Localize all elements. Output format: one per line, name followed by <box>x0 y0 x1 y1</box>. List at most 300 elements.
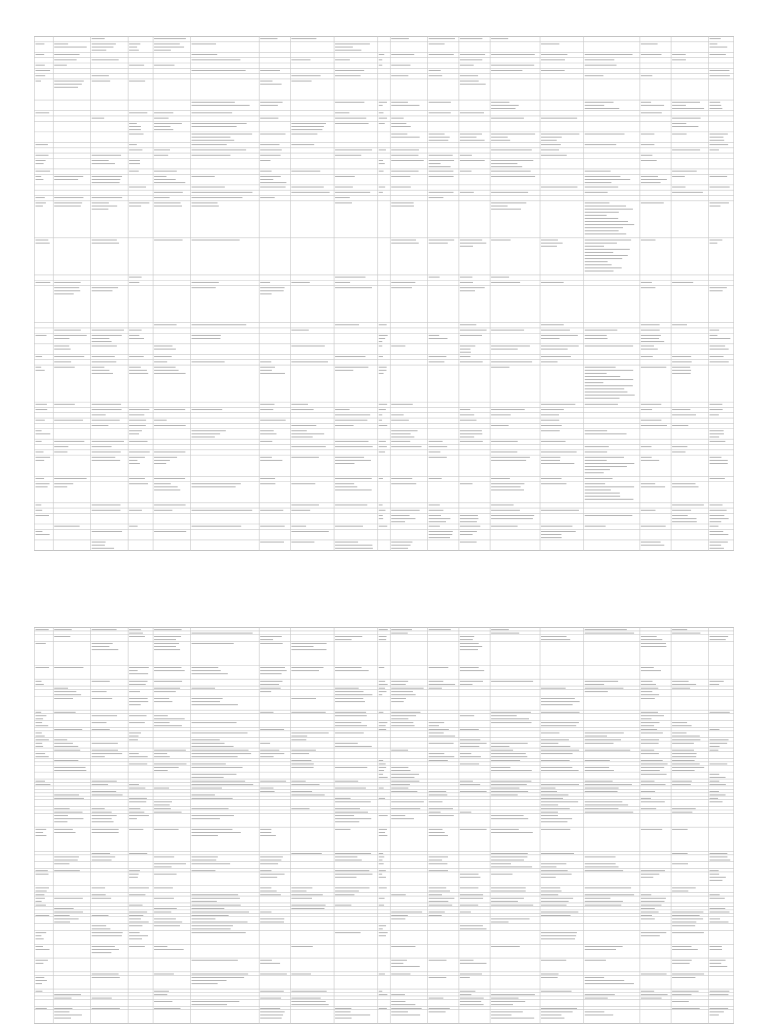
cell-text-smudge <box>672 629 687 630</box>
cell-text-smudge <box>672 681 689 682</box>
cell-text-smudge <box>154 478 185 479</box>
cell-text-smudge <box>641 102 651 103</box>
cell-text-smudge <box>379 446 387 447</box>
cell-text-smudge <box>541 977 558 978</box>
cell-text-smudge <box>129 753 139 754</box>
cell-text-smudge <box>391 155 418 156</box>
cell-text-smudge <box>335 821 359 822</box>
cell-text-smudge <box>92 998 112 999</box>
cell-text-smudge <box>129 526 138 527</box>
cell-text-smudge <box>36 784 51 785</box>
cell-text-smudge <box>129 144 137 145</box>
cell-text-smudge <box>460 791 487 792</box>
cell-text-smudge <box>672 915 700 916</box>
cell-text-smudge <box>129 698 148 699</box>
cell-text-smudge <box>54 918 78 919</box>
cell-text-smudge <box>92 887 105 888</box>
cell-text-smudge <box>154 670 185 671</box>
cell-text-smudge <box>291 192 329 193</box>
cell-text-smudge <box>291 791 312 792</box>
cell-text-smudge <box>710 202 729 203</box>
cell-text-smudge <box>641 636 657 637</box>
cell-text-smudge <box>391 688 423 689</box>
cell-text-smudge <box>429 667 449 668</box>
cell-text-smudge <box>154 908 177 909</box>
cell-text-smudge <box>541 149 559 150</box>
cell-text-smudge <box>36 505 42 506</box>
cell-text-smudge <box>429 102 451 103</box>
cell-text-smudge <box>672 781 692 782</box>
cell-text-smudge <box>710 346 726 347</box>
cell-text-smudge <box>54 746 78 747</box>
cell-text-smudge <box>192 1004 228 1005</box>
cell-text-smudge <box>154 43 180 44</box>
cell-text-smudge <box>260 179 273 180</box>
cell-text-smudge <box>710 877 726 878</box>
cell-text-smudge <box>641 425 667 426</box>
cell-text-smudge <box>92 240 117 241</box>
cell-text-smudge <box>460 518 479 519</box>
cell-text-smudge <box>154 636 181 637</box>
cell-text-smudge <box>260 691 271 692</box>
cell-text-smudge <box>491 367 509 368</box>
cell-text-smudge <box>460 636 474 637</box>
cell-text-smudge <box>260 670 287 671</box>
cell-text-smudge <box>192 932 246 933</box>
cell-text-smudge <box>672 763 700 764</box>
cell-text-smudge <box>491 832 533 833</box>
cell-text-smudge <box>585 227 623 228</box>
cell-text-smudge <box>54 794 79 795</box>
cell-text-smudge <box>641 526 666 527</box>
cell-text-smudge <box>460 515 478 516</box>
cell-text-smudge <box>379 414 383 415</box>
cell-text-smudge <box>585 781 613 782</box>
cell-text-smudge <box>154 722 170 723</box>
cell-text-smudge <box>710 739 729 740</box>
cell-text-smudge <box>260 743 270 744</box>
cell-text-smudge <box>541 901 569 902</box>
cell-text-smudge <box>335 870 369 871</box>
cell-text-smudge <box>335 891 359 892</box>
cell-text-smudge <box>710 187 730 188</box>
cell-text-smudge <box>585 271 614 272</box>
cell-text-smudge <box>92 361 117 362</box>
cell-text-smudge <box>460 414 474 415</box>
cell-text-smudge <box>154 129 173 130</box>
cell-text-smudge <box>36 430 42 431</box>
cell-text-smudge <box>391 691 413 692</box>
cell-text-smudge <box>541 915 571 916</box>
cell-text-smudge <box>291 670 319 671</box>
cell-text-smudge <box>672 102 700 103</box>
cell-text-smudge <box>129 452 150 453</box>
cell-text-smudge <box>491 788 519 789</box>
cell-text-smudge <box>429 753 445 754</box>
cell-text-smudge <box>460 137 477 138</box>
cell-text-smudge <box>541 739 569 740</box>
cell-text-smudge <box>391 698 406 699</box>
cell-text-smudge <box>710 908 726 909</box>
cell-text-smudge <box>260 912 271 913</box>
cell-text-smudge <box>672 373 691 374</box>
cell-text-smudge <box>192 829 233 830</box>
cell-text-smudge <box>491 1015 511 1016</box>
cell-text-smudge <box>54 815 68 816</box>
cell-text-smudge <box>129 704 141 705</box>
cell-text-smudge <box>129 739 138 740</box>
cell-text-smudge <box>36 894 45 895</box>
cell-text-smudge <box>429 112 451 113</box>
cell-text-smudge <box>585 258 623 259</box>
cell-text-smudge <box>541 818 572 819</box>
cell-text-smudge <box>92 753 123 754</box>
cell-text-smudge <box>491 518 533 519</box>
cell-text-smudge <box>192 983 218 984</box>
cell-text-smudge <box>672 767 704 768</box>
cell-text-smudge <box>129 483 148 484</box>
cell-text-smudge <box>291 894 322 895</box>
cell-text-smudge <box>260 441 272 442</box>
cell-text-smudge <box>291 853 321 854</box>
cell-text-smudge <box>710 149 719 150</box>
cell-text-smudge <box>335 812 368 813</box>
cell-text-smudge <box>36 335 47 336</box>
cell-text-smudge <box>36 171 51 172</box>
cell-text-smudge <box>541 404 575 405</box>
cell-text-smudge <box>585 221 628 222</box>
cell-text-smudge <box>92 781 117 782</box>
cell-text-smudge <box>491 874 512 875</box>
cell-text-smudge <box>54 1015 82 1016</box>
cell-text-smudge <box>92 460 121 461</box>
cell-text-smudge <box>154 123 182 124</box>
cell-text-smudge <box>429 887 447 888</box>
cell-text-smudge <box>291 483 315 484</box>
cell-text-smudge <box>541 887 560 888</box>
cell-text-smudge <box>36 160 46 161</box>
cell-text-smudge <box>260 863 278 864</box>
cell-text-smudge <box>391 515 409 516</box>
cell-text-smudge <box>192 960 238 961</box>
cell-text-smudge <box>379 518 383 519</box>
cell-text-smudge <box>36 756 49 757</box>
cell-text-smudge <box>491 149 532 150</box>
cell-text-smudge <box>585 65 617 66</box>
cell-text-smudge <box>585 684 604 685</box>
cell-text-smudge <box>54 629 72 630</box>
cell-text-smudge <box>585 433 627 434</box>
cell-text-smudge <box>154 649 180 650</box>
cell-text-smudge <box>672 887 696 888</box>
cell-text-smudge <box>460 171 472 172</box>
cell-text-smudge <box>291 171 320 172</box>
cell-text-smudge <box>129 938 142 939</box>
cell-text-smudge <box>379 691 387 692</box>
cell-text-smudge <box>260 832 271 833</box>
cell-text-smudge <box>192 918 216 919</box>
cell-text-smudge <box>641 791 655 792</box>
cell-text-smudge <box>192 486 236 487</box>
cell-text-smudge <box>710 774 720 775</box>
cell-text-smudge <box>641 905 662 906</box>
cell-text-smudge <box>129 356 144 357</box>
cell-text-smudge <box>291 887 312 888</box>
cell-text-smudge <box>391 137 419 138</box>
cell-text-smudge <box>541 330 570 331</box>
cell-text-smudge <box>391 912 422 913</box>
cell-text-smudge <box>379 510 386 511</box>
cell-text-smudge <box>585 493 620 494</box>
cell-text-smudge <box>260 922 284 923</box>
cell-text-smudge <box>391 894 406 895</box>
cell-text-smudge <box>585 392 628 393</box>
cell-text-smudge <box>379 925 386 926</box>
cell-text-smudge <box>585 736 607 737</box>
cell-text-smudge <box>585 770 614 771</box>
cell-text-smudge <box>36 915 50 916</box>
cell-text-smudge <box>585 209 633 210</box>
cell-text-smudge <box>710 870 719 871</box>
cell-text-smudge <box>429 977 447 978</box>
cell-text-smudge <box>335 70 364 71</box>
cell-text-smudge <box>379 774 383 775</box>
cell-text-smudge <box>460 409 470 410</box>
cell-text-smudge <box>154 179 176 180</box>
cell-text-smudge <box>36 206 43 207</box>
cell-text-smudge <box>379 65 383 66</box>
cell-text-smudge <box>291 646 313 647</box>
cell-text-smudge <box>92 928 111 929</box>
cell-text-smudge <box>192 794 215 795</box>
cell-text-smudge <box>335 202 352 203</box>
cell-text-smudge <box>192 925 233 926</box>
cell-text-smudge <box>154 361 167 362</box>
cell-text-smudge <box>260 712 273 713</box>
cell-text-smudge <box>36 367 42 368</box>
cell-text-smudge <box>585 629 627 630</box>
cell-text-smudge <box>192 433 221 434</box>
cell-text-smudge <box>335 356 365 357</box>
cell-text-smudge <box>129 206 141 207</box>
cell-text-smudge <box>391 629 412 630</box>
cell-text-smudge <box>460 59 482 60</box>
cell-text-smudge <box>672 750 694 751</box>
cell-text-smudge <box>291 446 325 447</box>
cell-text-smudge <box>710 991 730 992</box>
cell-text-smudge <box>541 821 567 822</box>
cell-text-smudge <box>429 725 439 726</box>
cell-text-smudge <box>429 733 444 734</box>
cell-text-smudge <box>585 176 621 177</box>
cell-text-smudge <box>192 409 223 410</box>
cell-text-smudge <box>92 898 112 899</box>
cell-text-smudge <box>460 243 486 244</box>
cell-text-smudge <box>92 812 112 813</box>
cell-text-smudge <box>429 537 450 538</box>
cell-text-smudge <box>491 486 521 487</box>
cell-text-smudge <box>710 922 729 923</box>
cell-text-smudge <box>92 420 120 421</box>
cell-text-smudge <box>291 784 319 785</box>
cell-text-smudge <box>391 1011 408 1012</box>
cell-text-smudge <box>672 105 686 106</box>
cell-text-smudge <box>429 1008 450 1009</box>
cell-text-smudge <box>92 118 105 119</box>
cell-text-smudge <box>491 409 525 410</box>
cell-text-smudge <box>129 171 139 172</box>
cell-text-smudge <box>585 54 633 55</box>
cell-text-smudge <box>36 725 49 726</box>
cell-text-smudge <box>541 54 567 55</box>
cell-text-smudge <box>429 197 444 198</box>
cell-text-smudge <box>379 335 388 336</box>
cell-text-smudge <box>641 781 655 782</box>
cell-text-smudge <box>672 505 704 506</box>
cell-text-smudge <box>641 134 655 135</box>
cell-text-smudge <box>260 960 272 961</box>
cell-text-smudge <box>36 478 45 479</box>
cell-text-smudge <box>92 452 121 453</box>
cell-text-smudge <box>641 349 658 350</box>
cell-text-smudge <box>92 370 110 371</box>
cell-text-smudge <box>710 240 723 241</box>
cell-text-smudge <box>391 102 408 103</box>
cell-text-smudge <box>710 534 729 535</box>
cell-text-smudge <box>672 282 693 283</box>
cell-text-smudge <box>672 925 695 926</box>
cell-text-smudge <box>92 43 116 44</box>
cell-text-smudge <box>429 870 448 871</box>
cell-text-smudge <box>460 335 482 336</box>
cell-text-smudge <box>672 891 688 892</box>
cell-text-smudge <box>710 287 727 288</box>
cell-text-smudge <box>541 798 563 799</box>
cell-text-smudge <box>541 753 573 754</box>
cell-text-smudge <box>154 490 180 491</box>
cell-text-smudge <box>54 691 76 692</box>
cell-text-smudge <box>491 998 518 999</box>
cell-text-smudge <box>585 870 623 871</box>
cell-text-smudge <box>129 877 138 878</box>
cell-text-smudge <box>585 977 604 978</box>
cell-text-smudge <box>710 290 723 291</box>
cell-text-smudge <box>491 853 528 854</box>
cell-text-smudge <box>672 733 686 734</box>
cell-text-smudge <box>541 70 565 71</box>
cell-text-smudge <box>541 452 577 453</box>
cell-text-smudge <box>541 688 566 689</box>
cell-text-smudge <box>335 118 366 119</box>
cell-text-smudge <box>391 446 421 447</box>
cell-text-smudge <box>154 725 182 726</box>
cell-text-smudge <box>710 960 726 961</box>
cell-text-smudge <box>154 463 166 464</box>
cell-text-smudge <box>92 715 117 716</box>
cell-text-smudge <box>335 324 359 325</box>
cell-text-smudge <box>291 739 306 740</box>
cell-text-smudge <box>541 349 568 350</box>
cell-text-smudge <box>36 963 44 964</box>
cell-text-smudge <box>54 860 78 861</box>
cell-text-smudge <box>379 829 387 830</box>
cell-text-smudge <box>54 87 78 88</box>
cell-text-smudge <box>391 430 417 431</box>
cell-text-smudge <box>429 75 443 76</box>
cell-text-smudge <box>429 801 443 802</box>
cell-text-smudge <box>379 105 383 106</box>
cell-text-smudge <box>585 499 634 500</box>
cell-text-smudge <box>641 282 652 283</box>
cell-text-smudge <box>260 753 284 754</box>
cell-text-smudge <box>585 633 634 634</box>
cell-text-smudge <box>460 905 478 906</box>
cell-text-smudge <box>672 414 696 415</box>
cell-text-smudge <box>54 420 83 421</box>
cell-text-smudge <box>379 629 388 630</box>
cell-text-smudge <box>710 894 720 895</box>
cell-text-smudge <box>129 784 139 785</box>
cell-text-smudge <box>379 420 382 421</box>
cell-text-smudge <box>460 240 482 241</box>
cell-text-smudge <box>54 287 79 288</box>
cell-text-smudge <box>391 420 409 421</box>
cell-text-smudge <box>429 815 454 816</box>
cell-text-smudge <box>391 784 410 785</box>
cell-text-smudge <box>36 43 45 44</box>
cell-text-smudge <box>429 356 447 357</box>
cell-text-smudge <box>36 949 50 950</box>
cell-text-smudge <box>192 102 235 103</box>
cell-text-smudge <box>460 874 479 875</box>
cell-text-smudge <box>335 370 353 371</box>
cell-text-smudge <box>36 722 43 723</box>
cell-text-smudge <box>129 756 148 757</box>
table-grid-lines <box>34 36 734 551</box>
cell-text-smudge <box>291 542 314 543</box>
cell-text-smudge <box>291 998 320 999</box>
cell-text-smudge <box>585 215 607 216</box>
cell-text-smudge <box>379 853 383 854</box>
cell-text-smudge <box>36 144 48 145</box>
cell-text-smudge <box>541 770 579 771</box>
cell-text-smudge <box>710 176 728 177</box>
cell-text-smudge <box>672 187 685 188</box>
cell-text-smudge <box>291 1004 328 1005</box>
cell-text-smudge <box>460 994 472 995</box>
cell-text-smudge <box>335 808 360 809</box>
cell-text-smudge <box>54 290 80 291</box>
cell-text-smudge <box>192 980 227 981</box>
cell-text-smudge <box>260 684 279 685</box>
cell-text-smudge <box>379 684 388 685</box>
cell-text-smudge <box>192 898 240 899</box>
cell-text-smudge <box>429 760 448 761</box>
cell-text-smudge <box>672 808 696 809</box>
cell-text-smudge <box>541 324 564 325</box>
cell-text-smudge <box>710 946 722 947</box>
cell-text-smudge <box>379 356 383 357</box>
cell-text-smudge <box>541 894 558 895</box>
cell-text-smudge <box>192 1001 240 1002</box>
cell-text-smudge <box>129 202 149 203</box>
cell-text-smudge <box>672 960 692 961</box>
cell-text-smudge <box>291 667 323 668</box>
cell-text-smudge <box>391 718 408 719</box>
cell-text-smudge <box>335 542 358 543</box>
cell-text-smudge <box>460 912 471 913</box>
cell-text-smudge <box>36 356 43 357</box>
